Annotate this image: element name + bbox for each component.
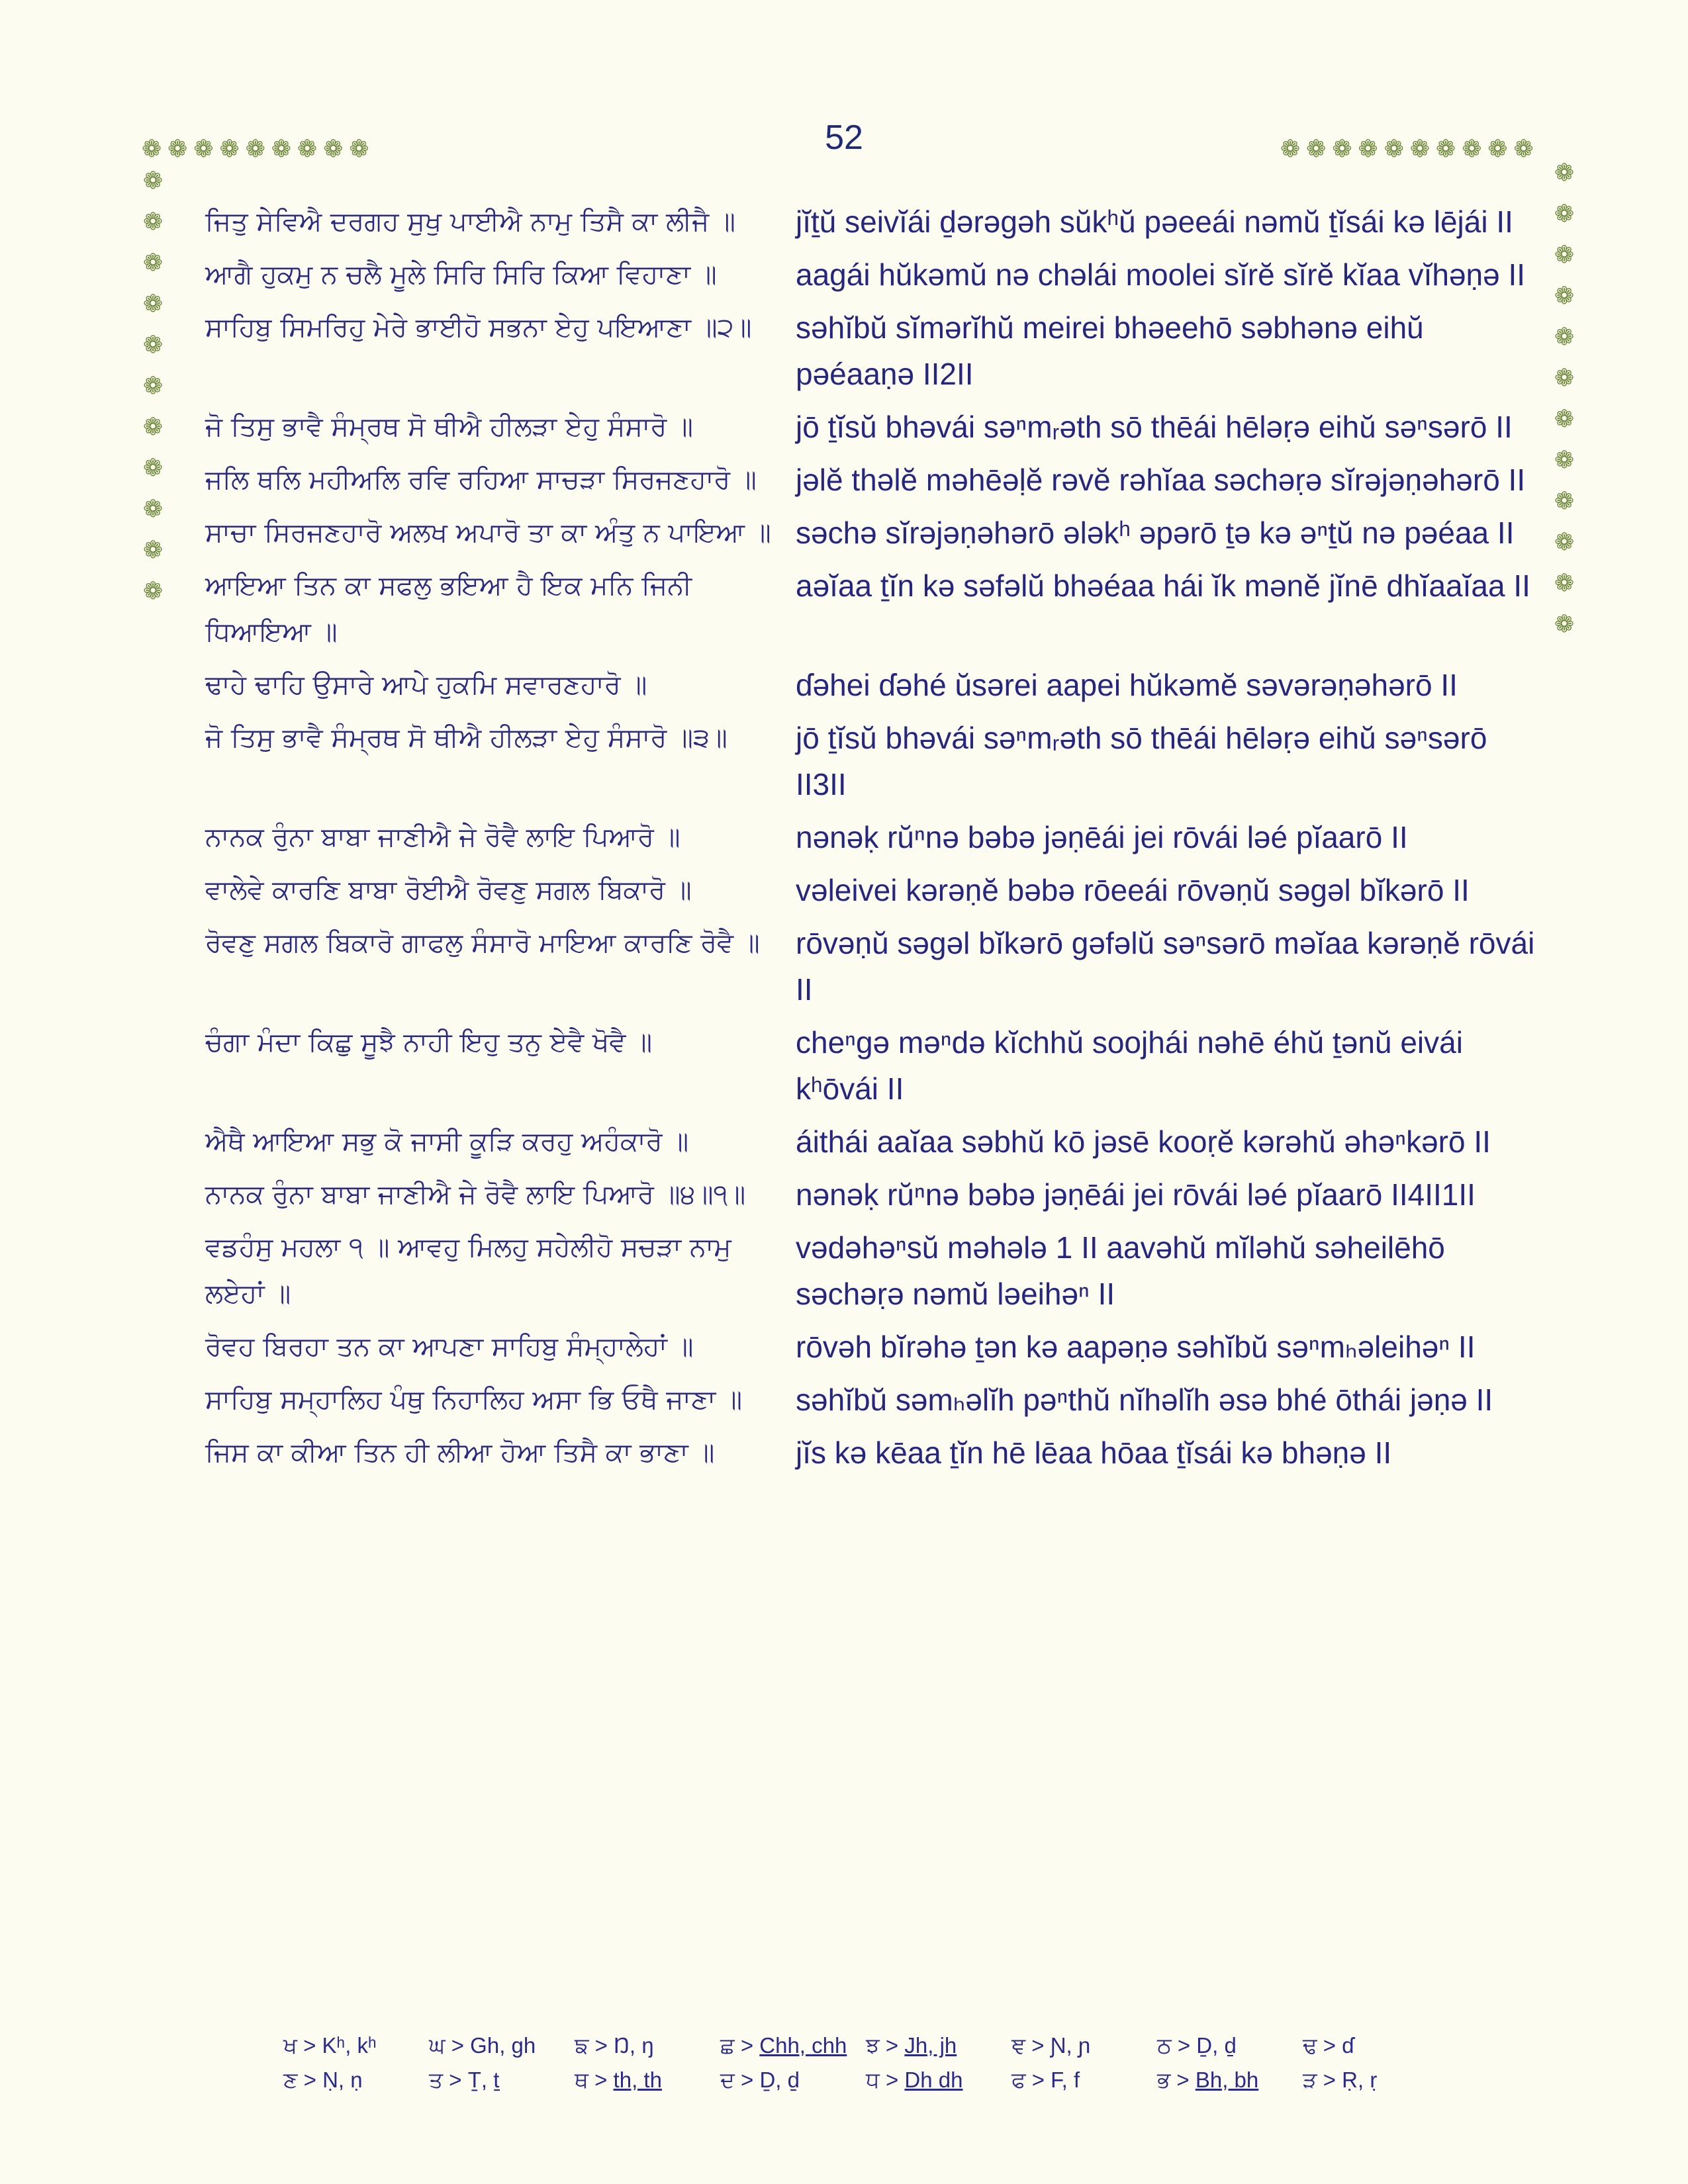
gurmukhi-line: ਜੋ ਤਿਸੁ ਭਾਵੈ ਸੰਮ੍ਰਥ ਸੋ ਥੀਐ ਹੀਲੜਾ ਏਹੁ ਸੰਸਾਰੋ ॥ (205, 412, 693, 442)
transliteration-line: səhĭbŭ sĭmərĭhŭ meirei bhəeehō səbhənə eihŭ pəéaaṇə II2II (796, 310, 1424, 391)
verse-row (205, 1377, 1536, 1430)
legend-value: Ḏ, ḏ (759, 2068, 800, 2092)
legend-glyph: ੜ (1303, 2068, 1317, 2092)
flower-icon: ❁ (1554, 488, 1575, 515)
flower-icon: ❁ (1554, 529, 1575, 556)
transliteration-line: aəĭaa ṯĭn kə səfəlŭ bhəéaa hái ĭk mənĕ jĭnē dhĭaaĭaa II (796, 569, 1530, 603)
flower-icon: ❁ (1554, 570, 1575, 597)
flower-icon: ❁ (1280, 136, 1307, 163)
verse-row (205, 251, 1536, 304)
legend-arrow: > (297, 2068, 323, 2092)
flower-icon: ❁ (1436, 136, 1462, 163)
flower-icon: ❁ (245, 136, 271, 163)
legend-item (720, 2068, 866, 2102)
legend-item (1157, 2033, 1303, 2068)
flower-icon: ❁ (143, 414, 164, 441)
transliteration-line: jəlĕ thəlĕ məhēəḷĕ rəvĕ rəhĭaa səchəṛə sĭrəjəṇəhərō II (796, 463, 1526, 497)
legend-item (429, 2033, 575, 2068)
legend-glyph: ਙ (575, 2033, 589, 2058)
verse-row (205, 1324, 1536, 1377)
gurmukhi-line: ਵਾਲੇਵੇ ਕਾਰਣਿ ਬਾਬਾ ਰੋਈਐ ਰੋਵਣੁ ਸਗਲ ਬਿਕਾਰੋ ॥ (205, 875, 692, 905)
gurmukhi-line: ਜਲਿ ਥਲਿ ਮਹੀਅਲਿ ਰਵਿ ਰਹਿਆ ਸਾਚੜਾ ਸਿਰਜਣਹਾਰੋ ॥ (205, 465, 757, 495)
legend-value: Ṯ, ṯ (467, 2068, 500, 2092)
page-number: 52 (825, 118, 863, 157)
flower-icon: ❁ (271, 136, 298, 163)
legend-arrow: > (1171, 2033, 1197, 2058)
legend-arrow: > (734, 2033, 760, 2058)
flower-icon: ❁ (142, 136, 168, 163)
flower-icon: ❁ (143, 373, 164, 400)
transliteration-line: ɗəhei ɗəhé ŭsərei aapei hŭkəmĕ səvərəṇəhərō II (796, 668, 1458, 702)
verse-row (205, 510, 1536, 563)
transliteration-line: áithái aaĭaa səbhŭ kō jəsē kooṛĕ kərəhŭ əhəⁿkərō II (796, 1124, 1491, 1159)
legend-glyph: ਥ (575, 2068, 588, 2092)
verse-row (205, 1118, 1536, 1171)
legend-item (720, 2033, 866, 2068)
flower-icon: ❁ (193, 136, 220, 163)
flower-icon: ❁ (1383, 136, 1410, 163)
gurmukhi-line: ਐਥੈ ਆਇਆ ਸਭੁ ਕੋ ਜਾਸੀ ਕੂੜਿ ਕਰਹੁ ਅਹੰਕਾਰੋ ॥ (205, 1126, 689, 1157)
legend-arrow: > (588, 2033, 614, 2058)
legend-glyph: ਦ (720, 2068, 735, 2092)
legend-glyph: ਭ (1157, 2068, 1171, 2092)
flower-icon: ❁ (1462, 136, 1488, 163)
flower-icon: ❁ (1513, 136, 1540, 163)
transliteration-line: vəleivei kərəṇĕ bəbə rōeeái rōvəṇŭ səgəl bĭkərō II (796, 873, 1470, 907)
legend-item (429, 2068, 575, 2102)
flower-icon: ❁ (349, 136, 375, 163)
flower-border-top-left (142, 138, 375, 161)
transliteration-line: nənəḳ rŭⁿnə bəbə jəṇēái jei rōvái ləé pĭaarō II4II1II (796, 1177, 1476, 1212)
verse-row (205, 920, 1536, 1019)
legend-glyph: ਢ (1303, 2033, 1317, 2058)
legend-item (1011, 2033, 1157, 2068)
transliteration-line: rōvəṇŭ səgəl bĭkərō gəfəlŭ səⁿsərō məĭaa kərəṇĕ rōvái II (796, 926, 1535, 1007)
legend-value: Gh, gh (470, 2033, 536, 2058)
flower-icon: ❁ (143, 208, 164, 236)
transliteration-line: səhĭbŭ səmₕəlĭh pəⁿthŭ nĭhəlĭh əsə bhé ōthái jəṇə II (796, 1383, 1493, 1417)
legend-glyph: ਣ (283, 2068, 298, 2092)
gurmukhi-line: ਜਿਸ ਕਾ ਕੀਆ ਤਿਨ ਹੀ ਲੀਆ ਹੋਆ ਤਿਸੈ ਕਾ ਭਾਣਾ ॥ (205, 1437, 715, 1468)
verse-row (205, 867, 1536, 920)
flower-icon: ❁ (1554, 201, 1575, 228)
legend-glyph: ਘ (429, 2033, 445, 2058)
legend-value: F, f (1051, 2068, 1080, 2092)
verse-row (205, 563, 1536, 662)
legend-row (283, 2033, 1448, 2068)
flower-icon: ❁ (167, 136, 194, 163)
flower-icon: ❁ (143, 578, 164, 605)
flower-icon: ❁ (219, 136, 246, 163)
transliteration-line: cheⁿgə məⁿdə kĭchhŭ soojhái nəhē éhŭ ṯənŭ eivái kʰōvái II (796, 1025, 1463, 1106)
legend-glyph: ਤ (429, 2068, 444, 2092)
flower-icon: ❁ (1487, 136, 1514, 163)
flower-icon: ❁ (143, 250, 164, 277)
verse-row (205, 199, 1536, 251)
legend-glyph: ਠ (1157, 2033, 1172, 2058)
legend-item (1157, 2068, 1303, 2102)
legend-value: th, th (613, 2068, 662, 2092)
gurmukhi-line: ਸਾਹਿਬੁ ਸਿਮਰਿਹੁ ਮੇਰੇ ਭਾਈਹੋ ਸਭਨਾ ਏਹੁ ਪਇਆਣਾ ॥੨॥ (205, 312, 752, 343)
flower-icon: ❁ (1554, 159, 1575, 187)
flower-icon: ❁ (1332, 136, 1358, 163)
legend-value: Ṛ, ṛ (1342, 2068, 1378, 2092)
legend-value: Ŋ, ŋ (614, 2033, 654, 2058)
flower-icon: ❁ (1358, 136, 1384, 163)
gurmukhi-line: ਨਾਨਕ ਰੁੰਨਾ ਬਾਬਾ ਜਾਣੀਐ ਜੇ ਰੋਵੈ ਲਾਇ ਪਿਆਰੋ ॥ (205, 822, 680, 852)
flower-icon: ❁ (143, 537, 164, 564)
legend-glyph: ਝ (866, 2033, 880, 2058)
flower-icon: ❁ (143, 291, 164, 318)
legend-item (283, 2033, 429, 2068)
legend-arrow: > (734, 2068, 760, 2092)
legend-item (575, 2068, 720, 2102)
flower-icon: ❁ (1554, 324, 1575, 351)
flower-icon: ❁ (1554, 447, 1575, 474)
legend-item (1303, 2033, 1448, 2068)
gurmukhi-line: ਆਇਆ ਤਿਨ ਕਾ ਸਫਲੁ ਭਇਆ ਹੈ ਇਕ ਮਨਿ ਜਿਨੀ ਧਿਆਇਆ ॥ (205, 570, 692, 647)
legend-value: Ɲ, ɲ (1050, 2033, 1091, 2058)
legend-arrow: > (1317, 2068, 1342, 2092)
flower-border-left (143, 169, 163, 621)
flower-icon: ❁ (297, 136, 324, 163)
legend-value: Kʰ, kʰ (322, 2033, 377, 2058)
flower-icon: ❁ (143, 496, 164, 523)
legend-glyph: ਛ (720, 2033, 735, 2058)
flower-border-top-right (1280, 138, 1540, 161)
flower-icon: ❁ (323, 136, 350, 163)
gurmukhi-line: ਜੋ ਤਿਸੁ ਭਾਵੈ ਸੰਮ੍ਰਥ ਸੋ ਥੀਐ ਹੀਲੜਾ ਏਹੁ ਸੰਸਾਰੋ ॥੩॥ (205, 723, 727, 753)
transliteration-line: aagái hŭkəmŭ nə chəlái moolei sĭrĕ sĭrĕ kĭaa vĭhəṇə II (796, 257, 1526, 292)
verse-row (205, 1430, 1536, 1482)
gurmukhi-line: ਵਡਹੰਸੁ ਮਹਲਾ ੧ ॥ ਆਵਹੁ ਮਿਲਹੁ ਸਹੇਲੀਹੋ ਸਚੜਾ ਨਾਮੁ ਲਏਹਾਂ ॥ (205, 1232, 731, 1309)
verse-row (205, 814, 1536, 867)
legend-arrow: > (1025, 2033, 1051, 2058)
gurmukhi-line: ਚੰਗਾ ਮੰਦਾ ਕਿਛੁ ਸੂਝੈ ਨਾਹੀ ਇਹੁ ਤਨੁ ਏਵੈ ਖੋਵੈ ॥ (205, 1027, 653, 1058)
legend-glyph: ਖ (283, 2033, 297, 2058)
transliteration-line: rōvəh bĭrəhə ṯən kə aapəṇə səhĭbŭ səⁿmₕəleihəⁿ II (796, 1330, 1476, 1364)
verse-row (205, 662, 1536, 715)
gurmukhi-line: ਰੋਵਣੁ ਸਗਲ ਬਿਕਾਰੋ ਗਾਫਲੁ ਸੰਸਾਰੋ ਮਾਇਆ ਕਾਰਣਿ ਰੋਵੈ ॥ (205, 928, 760, 958)
flower-icon: ❁ (1554, 283, 1575, 310)
verse-row (205, 1171, 1536, 1224)
legend-value: ɗ (1342, 2033, 1354, 2058)
legend-value: Jh, jh (904, 2033, 957, 2058)
gurmukhi-line: ਸਾਹਿਬੁ ਸਮ੍ਹਾਲਿਹ ਪੰਥੁ ਨਿਹਾਲਿਹ ਅਸਾ ਭਿ ਓਥੈ ਜਾਣਾ ॥ (205, 1385, 743, 1415)
transliteration-legend (283, 2033, 1448, 2102)
legend-item (283, 2068, 429, 2102)
verse-row (205, 404, 1536, 457)
gurmukhi-line: ਜਿਤੁ ਸੇਵਿਐ ਦਰਗਹ ਸੁਖੁ ਪਾਈਐ ਨਾਮੁ ਤਿਸੈ ਕਾ ਲੀਜੈ ॥ (205, 206, 735, 237)
gurmukhi-line: ਢਾਹੇ ਢਾਹਿ ਉਸਾਰੇ ਆਪੇ ਹੁਕਮਿ ਸਵਾਰਣਹਾਰੋ ॥ (205, 670, 647, 700)
legend-value: Ḏ, ḏ (1196, 2033, 1237, 2058)
legend-glyph: ਧ (866, 2068, 880, 2092)
legend-glyph: ਫ (1011, 2068, 1026, 2092)
legend-arrow: > (879, 2033, 905, 2058)
legend-arrow: > (1170, 2068, 1196, 2092)
legend-item (1303, 2068, 1448, 2102)
legend-item (575, 2033, 720, 2068)
legend-arrow: > (443, 2068, 468, 2092)
legend-value: Dh dh (904, 2068, 963, 2092)
verse-row (205, 304, 1536, 404)
gurmukhi-line: ਨਾਨਕ ਰੁੰਨਾ ਬਾਬਾ ਜਾਣੀਐ ਜੇ ਰੋਵੈ ਲਾਇ ਪਿਆਰੋ ॥੪॥੧॥ (205, 1179, 746, 1210)
flower-icon: ❁ (1306, 136, 1333, 163)
legend-arrow: > (445, 2033, 471, 2058)
legend-arrow: > (879, 2068, 905, 2092)
transliteration-line: səchə sĭrəjəṇəhərō ələkʰ əpərō ṯə kə əⁿṯŭ nə pəéaa II (796, 516, 1515, 550)
flower-icon: ❁ (1409, 136, 1436, 163)
flower-icon: ❁ (1554, 242, 1575, 269)
transliteration-line: jĭs kə kēaa ṯĭn hē lēaa hōaa ṯĭsái kə bhəṇə II (796, 1435, 1392, 1470)
transliteration-line: vədəhəⁿsŭ məhələ 1 II aavəhŭ mĭləhŭ səheilēhō səchəṛə nəmŭ ləeihəⁿ II (796, 1230, 1445, 1311)
legend-row (283, 2068, 1448, 2102)
legend-arrow: > (1317, 2033, 1342, 2058)
transliteration-line: jō ṯĭsŭ bhəvái səⁿmᵣəth sō thēái hēləṛə eihŭ səⁿsərō II3II (796, 721, 1487, 801)
legend-arrow: > (588, 2068, 614, 2092)
flower-icon: ❁ (143, 332, 164, 359)
flower-icon: ❁ (143, 455, 164, 482)
legend-glyph: ਞ (1011, 2033, 1026, 2058)
flower-icon: ❁ (1554, 406, 1575, 433)
flower-icon: ❁ (1554, 365, 1575, 392)
transliteration-line: jĭṯŭ seivĭái ḏərəgəh sŭkʰŭ pəeeái nəmŭ ṯĭsái kə lējái II (796, 205, 1513, 239)
transliteration-line: nənəḳ rŭⁿnə bəbə jəṇēái jei rōvái ləé pĭaarō II (796, 820, 1408, 854)
legend-value: Ṇ, ṇ (322, 2068, 363, 2092)
verse-table (205, 199, 1536, 1482)
legend-arrow: > (1025, 2068, 1051, 2092)
legend-item (1011, 2068, 1157, 2102)
legend-value: Bh, bh (1195, 2068, 1259, 2092)
gurmukhi-line: ਆਗੈ ਹੁਕਮੁ ਨ ਚਲੈ ਮੂਲੇ ਸਿਰਿ ਸਿਰਿ ਕਿਆ ਵਿਹਾਣਾ ॥ (205, 259, 717, 290)
legend-arrow: > (297, 2033, 322, 2058)
verse-row (205, 457, 1536, 510)
flower-icon: ❁ (1554, 611, 1575, 638)
gurmukhi-line: ਸਾਚਾ ਸਿਰਜਣਹਾਰੋ ਅਲਖ ਅਪਾਰੋ ਤਾ ਕਾ ਅੰਤੁ ਨ ਪਾਇਆ ॥ (205, 518, 771, 548)
flower-icon: ❁ (143, 167, 164, 195)
verse-row (205, 1019, 1536, 1118)
verse-row (205, 1224, 1536, 1324)
legend-item (866, 2033, 1011, 2068)
gurmukhi-line: ਰੋਵਹ ਬਿਰਹਾ ਤਨ ਕਾ ਆਪਣਾ ਸਾਹਿਬੁ ਸੰਮ੍ਹਾਲੇਹਾਂ ॥ (205, 1332, 694, 1362)
flower-border-right (1554, 161, 1574, 654)
legend-value: Chh, chh (759, 2033, 847, 2058)
verse-row (205, 715, 1536, 814)
transliteration-line: jō ṯĭsŭ bhəvái səⁿmᵣəth sō thēái hēləṛə eihŭ səⁿsərō II (796, 410, 1513, 444)
legend-item (866, 2068, 1011, 2102)
